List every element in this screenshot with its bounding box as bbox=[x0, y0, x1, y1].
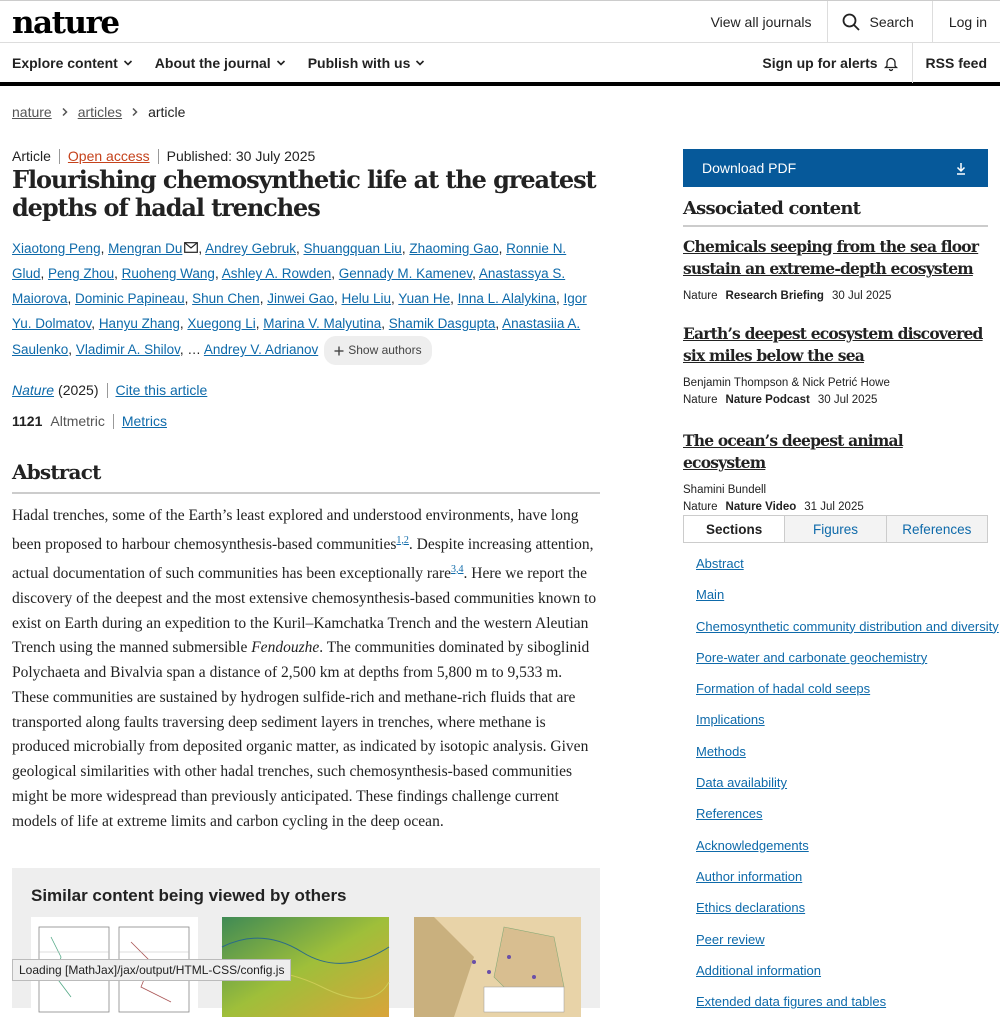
sidebar-tabs bbox=[683, 515, 988, 543]
section-link[interactable]: Abstract bbox=[696, 556, 744, 571]
similar-content-heading: Similar content being viewed by others bbox=[31, 886, 347, 905]
download-icon bbox=[954, 160, 968, 176]
author-link[interactable]: Mengran Du bbox=[108, 241, 183, 256]
altmetric-label: Altmetric bbox=[50, 413, 105, 429]
download-pdf-label: Download PDF bbox=[702, 160, 797, 176]
journal-name-link[interactable]: Nature bbox=[12, 382, 55, 398]
author-link[interactable]: Helu Liu bbox=[341, 291, 392, 306]
associated-item bbox=[683, 236, 988, 305]
main-nav bbox=[0, 43, 1000, 86]
associated-item-journal: Nature bbox=[683, 394, 718, 406]
author-link[interactable]: Ruoheng Wang bbox=[121, 266, 215, 281]
reference-link[interactable]: 3,4 bbox=[451, 563, 464, 575]
author-link[interactable]: Anastasiia A. Saulenko bbox=[12, 316, 581, 358]
abstract-text bbox=[12, 504, 600, 835]
chevron-down-icon bbox=[276, 58, 286, 68]
chevron-right-icon bbox=[60, 107, 70, 117]
associated-item-byline: Benjamin Thompson & Nick Petrić Howe bbox=[683, 377, 890, 389]
associated-item-title[interactable]: Chemicals seeping from the sea floor sustain an extreme-depth ecosystem bbox=[683, 237, 979, 278]
bell-icon bbox=[884, 56, 898, 71]
plus-icon bbox=[334, 346, 344, 356]
altmetric-count: 1121 bbox=[12, 413, 43, 429]
author-link[interactable]: Vladimir A. Shilov bbox=[75, 342, 180, 358]
author-link[interactable]: Zhaoming Gao bbox=[409, 241, 499, 256]
associated-item-date: 30 Jul 2025 bbox=[817, 394, 878, 406]
section-link[interactable]: Additional information bbox=[696, 962, 822, 978]
section-link[interactable]: Data availability bbox=[696, 775, 788, 791]
cite-article-link[interactable]: Cite this article bbox=[115, 382, 208, 398]
breadcrumb-articles[interactable]: articles bbox=[77, 104, 123, 120]
search-icon bbox=[842, 13, 860, 31]
author-link[interactable]: Anastassya S. Maiorova bbox=[12, 266, 566, 306]
article-meta bbox=[12, 146, 600, 166]
author-link[interactable]: Ashley A. Rowden bbox=[221, 266, 332, 281]
associated-item-type: Nature Podcast bbox=[725, 394, 810, 406]
alerts-label: Sign up for alerts bbox=[762, 55, 878, 71]
author-link[interactable]: Hanyu Zhang bbox=[98, 316, 180, 331]
sections-list bbox=[696, 556, 999, 1025]
author-list: Xiaotong Peng, Mengran Du , Andrey Gebruk, Shuangquan Liu, Zhaoming Gao, Ronnie N. Glud, Peng Zhou, Ruoheng Wang, Ashley A. Rowden, Gennady M. Kamenev, Anastassya S. Maiorova, Dominic Papineau, Shun Chen, Jinwei Gao, Helu Liu, Yuan He, Inna L. Alalykina, Igor Yu. Dolmatov, Hanyu Zhang, Xuegong Li, Marina V. Malyutina, Shamik Dasgupta, Anastasiia A. Saulenko, Vladimir A. Shilov, … Andrey V. Adrianov Show authors bbox=[12, 236, 600, 365]
associated-item-title[interactable]: The ocean’s deepest animal ecosystem bbox=[683, 431, 903, 472]
section-link[interactable]: Formation of hadal cold seeps bbox=[696, 681, 871, 697]
author-link[interactable]: Andrey V. Adrianov bbox=[203, 342, 319, 358]
associated-item bbox=[683, 430, 988, 516]
section-link[interactable]: Extended data figures and tables bbox=[696, 994, 887, 1010]
section-link[interactable]: Main bbox=[696, 587, 725, 603]
metrics-link[interactable]: Metrics bbox=[121, 413, 167, 429]
download-pdf-button[interactable] bbox=[683, 149, 988, 187]
show-authors-button[interactable] bbox=[324, 336, 431, 365]
reference-link[interactable]: 1,2 bbox=[396, 534, 409, 546]
author-link[interactable]: Xiaotong Peng bbox=[12, 241, 101, 256]
publication-year: (2025) bbox=[58, 382, 99, 398]
breadcrumb-article: article bbox=[148, 104, 186, 120]
associated-item-date: 31 Jul 2025 bbox=[804, 501, 864, 513]
search-label: Search bbox=[869, 14, 914, 30]
breadcrumb bbox=[12, 104, 185, 120]
author-link[interactable]: Inna L. Alalykina bbox=[457, 291, 556, 306]
view-all-journals-link[interactable]: View all journals bbox=[710, 14, 812, 30]
author-link[interactable]: Marina V. Malyutina bbox=[263, 316, 382, 331]
chevron-down-icon bbox=[415, 58, 425, 68]
section-link[interactable]: Acknowledgements bbox=[696, 837, 809, 853]
author-link[interactable]: Shun Chen bbox=[192, 291, 260, 306]
login-link[interactable]: Log in bbox=[948, 14, 987, 30]
author-link[interactable]: Igor Yu. Dolmatov bbox=[12, 291, 587, 331]
similar-thumbnail[interactable] bbox=[414, 917, 581, 1017]
article-main bbox=[12, 146, 600, 835]
map-thumbnail-image bbox=[414, 917, 581, 1017]
associated-item-meta bbox=[683, 482, 988, 516]
published-date: Published: 30 July 2025 bbox=[166, 148, 316, 164]
section-link[interactable]: Author information bbox=[696, 868, 803, 884]
submersible-name: Fendouzhe bbox=[251, 639, 320, 657]
section-link[interactable]: References bbox=[696, 806, 763, 822]
publish-with-us-label: Publish with us bbox=[307, 55, 411, 71]
tab-figures[interactable]: Figures bbox=[784, 516, 885, 542]
chevron-down-icon bbox=[123, 58, 133, 68]
section-link[interactable]: Implications bbox=[696, 712, 765, 728]
similar-content-panel bbox=[12, 868, 600, 1008]
top-bar bbox=[0, 0, 1000, 43]
section-link[interactable]: Peer review bbox=[696, 931, 765, 947]
section-link[interactable]: Pore-water and carbonate geochemistry bbox=[696, 649, 928, 665]
associated-item-journal: Nature bbox=[683, 290, 718, 302]
chevron-right-icon bbox=[130, 107, 140, 117]
citation-line bbox=[12, 379, 600, 401]
associated-item-type: Nature Video bbox=[725, 501, 797, 513]
open-access-link[interactable]: Open access bbox=[67, 148, 150, 164]
author-link[interactable]: Dominic Papineau bbox=[75, 291, 185, 306]
tab-sections[interactable]: Sections bbox=[684, 516, 784, 542]
nature-logo[interactable]: nature bbox=[12, 5, 119, 41]
author-link[interactable]: Shamik Dasgupta bbox=[388, 316, 496, 331]
explore-content-menu[interactable] bbox=[12, 55, 133, 71]
explore-content-label: Explore content bbox=[12, 55, 118, 71]
associated-item bbox=[683, 323, 988, 409]
associated-item-byline: Shamini Bundell bbox=[683, 484, 767, 496]
article-type: Article bbox=[12, 148, 51, 164]
associated-item-meta bbox=[683, 288, 988, 305]
author-ellipsis: … bbox=[187, 342, 201, 358]
associated-item-date: 30 Jul 2025 bbox=[831, 290, 892, 302]
top-right-links bbox=[695, 1, 1000, 43]
email-icon[interactable] bbox=[184, 242, 198, 253]
author-link[interactable]: Yuan He bbox=[398, 291, 451, 306]
article-title: Flourishing chemosynthetic life at the greatest depths of hadal trenches bbox=[12, 165, 596, 222]
associated-item-type: Research Briefing bbox=[725, 290, 824, 302]
show-authors-label: Show authors bbox=[348, 343, 422, 357]
abstract-heading: Abstract bbox=[12, 460, 600, 494]
associated-item-title[interactable]: Earth’s deepest ecosystem discovered six miles below the sea bbox=[683, 324, 983, 365]
sign-up-alerts-link[interactable] bbox=[748, 43, 911, 83]
author-link[interactable]: Shuangquan Liu bbox=[303, 241, 402, 256]
abstract-part: Hadal trenches, some of the Earth’s least explored and understood environments, have long been proposed to harbour chemosynthesis-based communities bbox=[12, 507, 579, 553]
tab-references[interactable]: References bbox=[886, 516, 987, 542]
mathjax-loading-status: Loading [MathJax]/jax/output/HTML-CSS/config.js bbox=[12, 959, 291, 981]
author-link[interactable]: Jinwei Gao bbox=[267, 291, 334, 306]
author-link[interactable]: Ronnie N. Glud bbox=[12, 241, 567, 281]
abstract-part: . The communities dominated by siboglinid Polychaeta and Bivalvia span a distance of 2,500 km at depths from 5,800 m to 9,533 m. These communities are sustained by hydrogen sulfide-rich and methane-rich fluids that are transported along faults traversing deep sediment layers in trenches, where methane is produced microbially from deposited organic matter, as indicated by isotopic analysis. Given geological similarities with other hadal trenches, such chemosynthesis-based communities might be more widespread than previously anticipated. These findings challenge current models of life at extreme limits and carbon cycling in the deep ocean. bbox=[12, 639, 590, 830]
associated-content-heading: Associated content bbox=[683, 198, 988, 227]
abstract-part: . Despite increasing attention, actual documentation of such communities has been exceptionally rare bbox=[12, 535, 594, 582]
search-button[interactable] bbox=[827, 1, 932, 43]
author-link[interactable]: Peng Zhou bbox=[48, 266, 115, 281]
section-link[interactable]: Methods bbox=[696, 743, 746, 759]
section-link[interactable]: Chemosynthetic community distribution and diversity bbox=[696, 618, 999, 634]
publish-with-us-menu[interactable] bbox=[308, 55, 426, 71]
abstract-part: . Here we report the discovery of the deepest and the most extensive chemosynthesis-based communities known to exist on Earth during an expedition to the Kuril–Kamchatka Trench and the western Aleutian Trench using the manned submersible bbox=[12, 564, 597, 657]
about-journal-menu[interactable] bbox=[155, 55, 286, 71]
associated-item-meta bbox=[683, 375, 988, 409]
metrics-line bbox=[12, 410, 600, 432]
author-link[interactable]: Andrey Gebruk bbox=[205, 241, 296, 256]
author-link[interactable]: Gennady M. Kamenev bbox=[338, 266, 473, 281]
rss-feed-link[interactable]: RSS feed bbox=[912, 43, 1000, 83]
about-journal-label: About the journal bbox=[154, 55, 271, 71]
associated-item-journal: Nature bbox=[683, 501, 718, 513]
author-link[interactable]: Xuegong Li bbox=[187, 316, 256, 331]
breadcrumb-nature[interactable]: nature bbox=[12, 104, 52, 120]
section-link[interactable]: Ethics declarations bbox=[696, 900, 806, 916]
